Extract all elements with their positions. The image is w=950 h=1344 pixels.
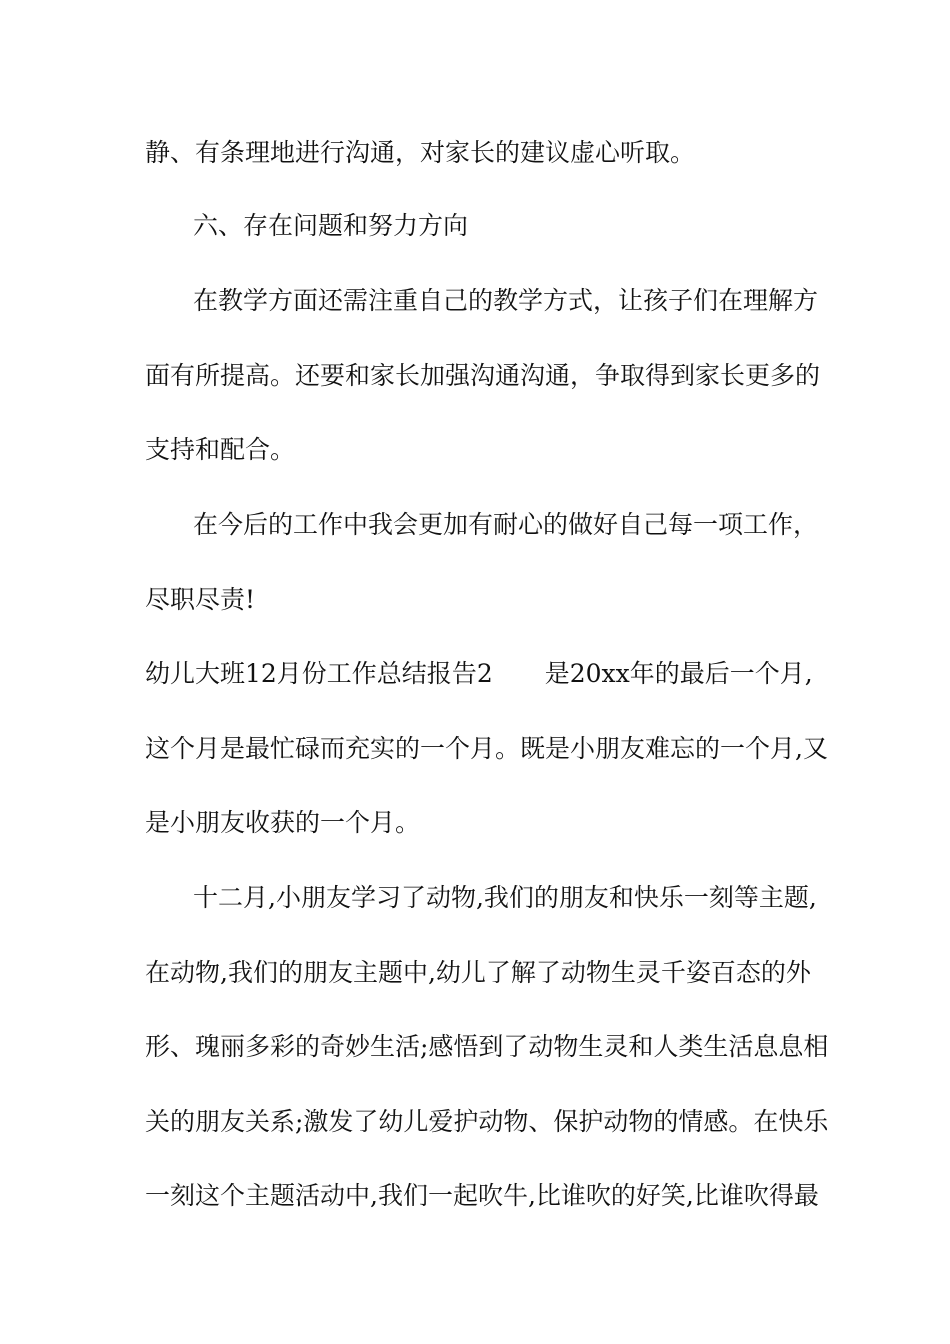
report-title: 幼儿大班12月份工作总结报告2 (145, 659, 493, 688)
section-heading: 六、存在问题和努力方向 (193, 211, 469, 240)
paragraph-line-3: 在教学方面还需注重自己的教学方式，让孩子们在理解方 (193, 286, 819, 315)
paragraph-line-7: 尽职尽责! (145, 585, 256, 614)
paragraph-line-6: 在今后的工作中我会更加有耐心的做好自己每一项工作， (193, 510, 819, 539)
paragraph-line-4: 面有所提高。还要和家长加强沟通沟通，争取得到家长更多的 (145, 361, 821, 390)
paragraph-line-14: 关的朋友关系;激发了幼儿爱护动物、保护动物的情感。在快乐 (145, 1107, 829, 1136)
paragraph-line-10: 是小朋友收获的一个月。 (145, 808, 421, 837)
paragraph-line-9: 这个月是最忙碌而充实的一个月。既是小朋友难忘的一个月,又 (145, 734, 828, 763)
paragraph-line-5: 支持和配合。 (145, 435, 296, 464)
paragraph-line-1: 静、有条理地进行沟通，对家长的建议虚心听取。 (145, 138, 696, 167)
report-intro: 是20xx年的最后一个月, (544, 659, 813, 688)
paragraph-line-11: 十二月,小朋友学习了动物,我们的朋友和快乐一刻等主题, (193, 883, 817, 912)
paragraph-line-13: 形、瑰丽多彩的奇妙生活;感悟到了动物生灵和人类生活息息相 (145, 1032, 829, 1061)
paragraph-line-15: 一刻这个主题活动中,我们一起吹牛,比谁吹的好笑,比谁吹得最 (145, 1181, 819, 1210)
paragraph-line-12: 在动物,我们的朋友主题中,幼儿了解了动物生灵千姿百态的外 (145, 958, 811, 987)
report-title-line (145, 658, 815, 690)
